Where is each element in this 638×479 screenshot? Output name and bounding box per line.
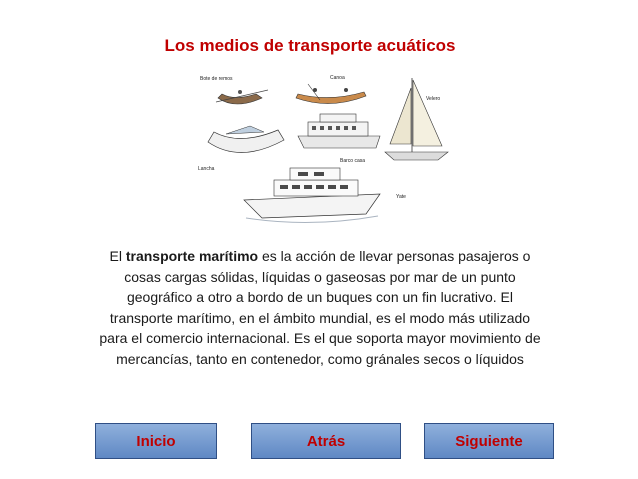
label-rowboat: Bote de remos [200, 76, 233, 82]
canoe-image [296, 84, 366, 104]
slide-title: Los medios de transporte acuáticos [164, 36, 456, 55]
paragraph-body: es la acción de llevar personas pasajeros o cosas cargas sólidas, líquidas o gaseosas por mar de un punto geográfico a otro a bordo de un buques con un fin lucrativo. El transporte marítimo, en el ámbito mundial, es el modo más utilizado para el comercio internacional. Es el que soporta mayor movimiento de mercancías, tanto en contenedor, como gránales secos o líquidos [99, 248, 541, 367]
paragraph-intro: El [109, 248, 126, 264]
rowboat-image [216, 90, 268, 104]
cruise-boat-image [298, 114, 380, 148]
sailboat-image [385, 78, 448, 160]
atras-button[interactable]: Atrás [251, 423, 401, 459]
label-sailboat: Velero [426, 96, 441, 102]
launch-image [208, 126, 284, 153]
yacht-image [244, 168, 380, 223]
siguiente-button[interactable]: Siguiente [424, 423, 554, 459]
label-canoe: Canoa [330, 75, 345, 81]
label-cruise-boat: Barco casa [340, 158, 366, 164]
boats-illustration [180, 68, 458, 226]
paragraph-bold-term: transporte marítimo [125, 248, 259, 264]
label-launch: Lancha [198, 166, 215, 172]
label-yacht: Yate [396, 194, 406, 200]
description-paragraph [98, 246, 542, 369]
inicio-button[interactable]: Inicio [95, 423, 217, 459]
